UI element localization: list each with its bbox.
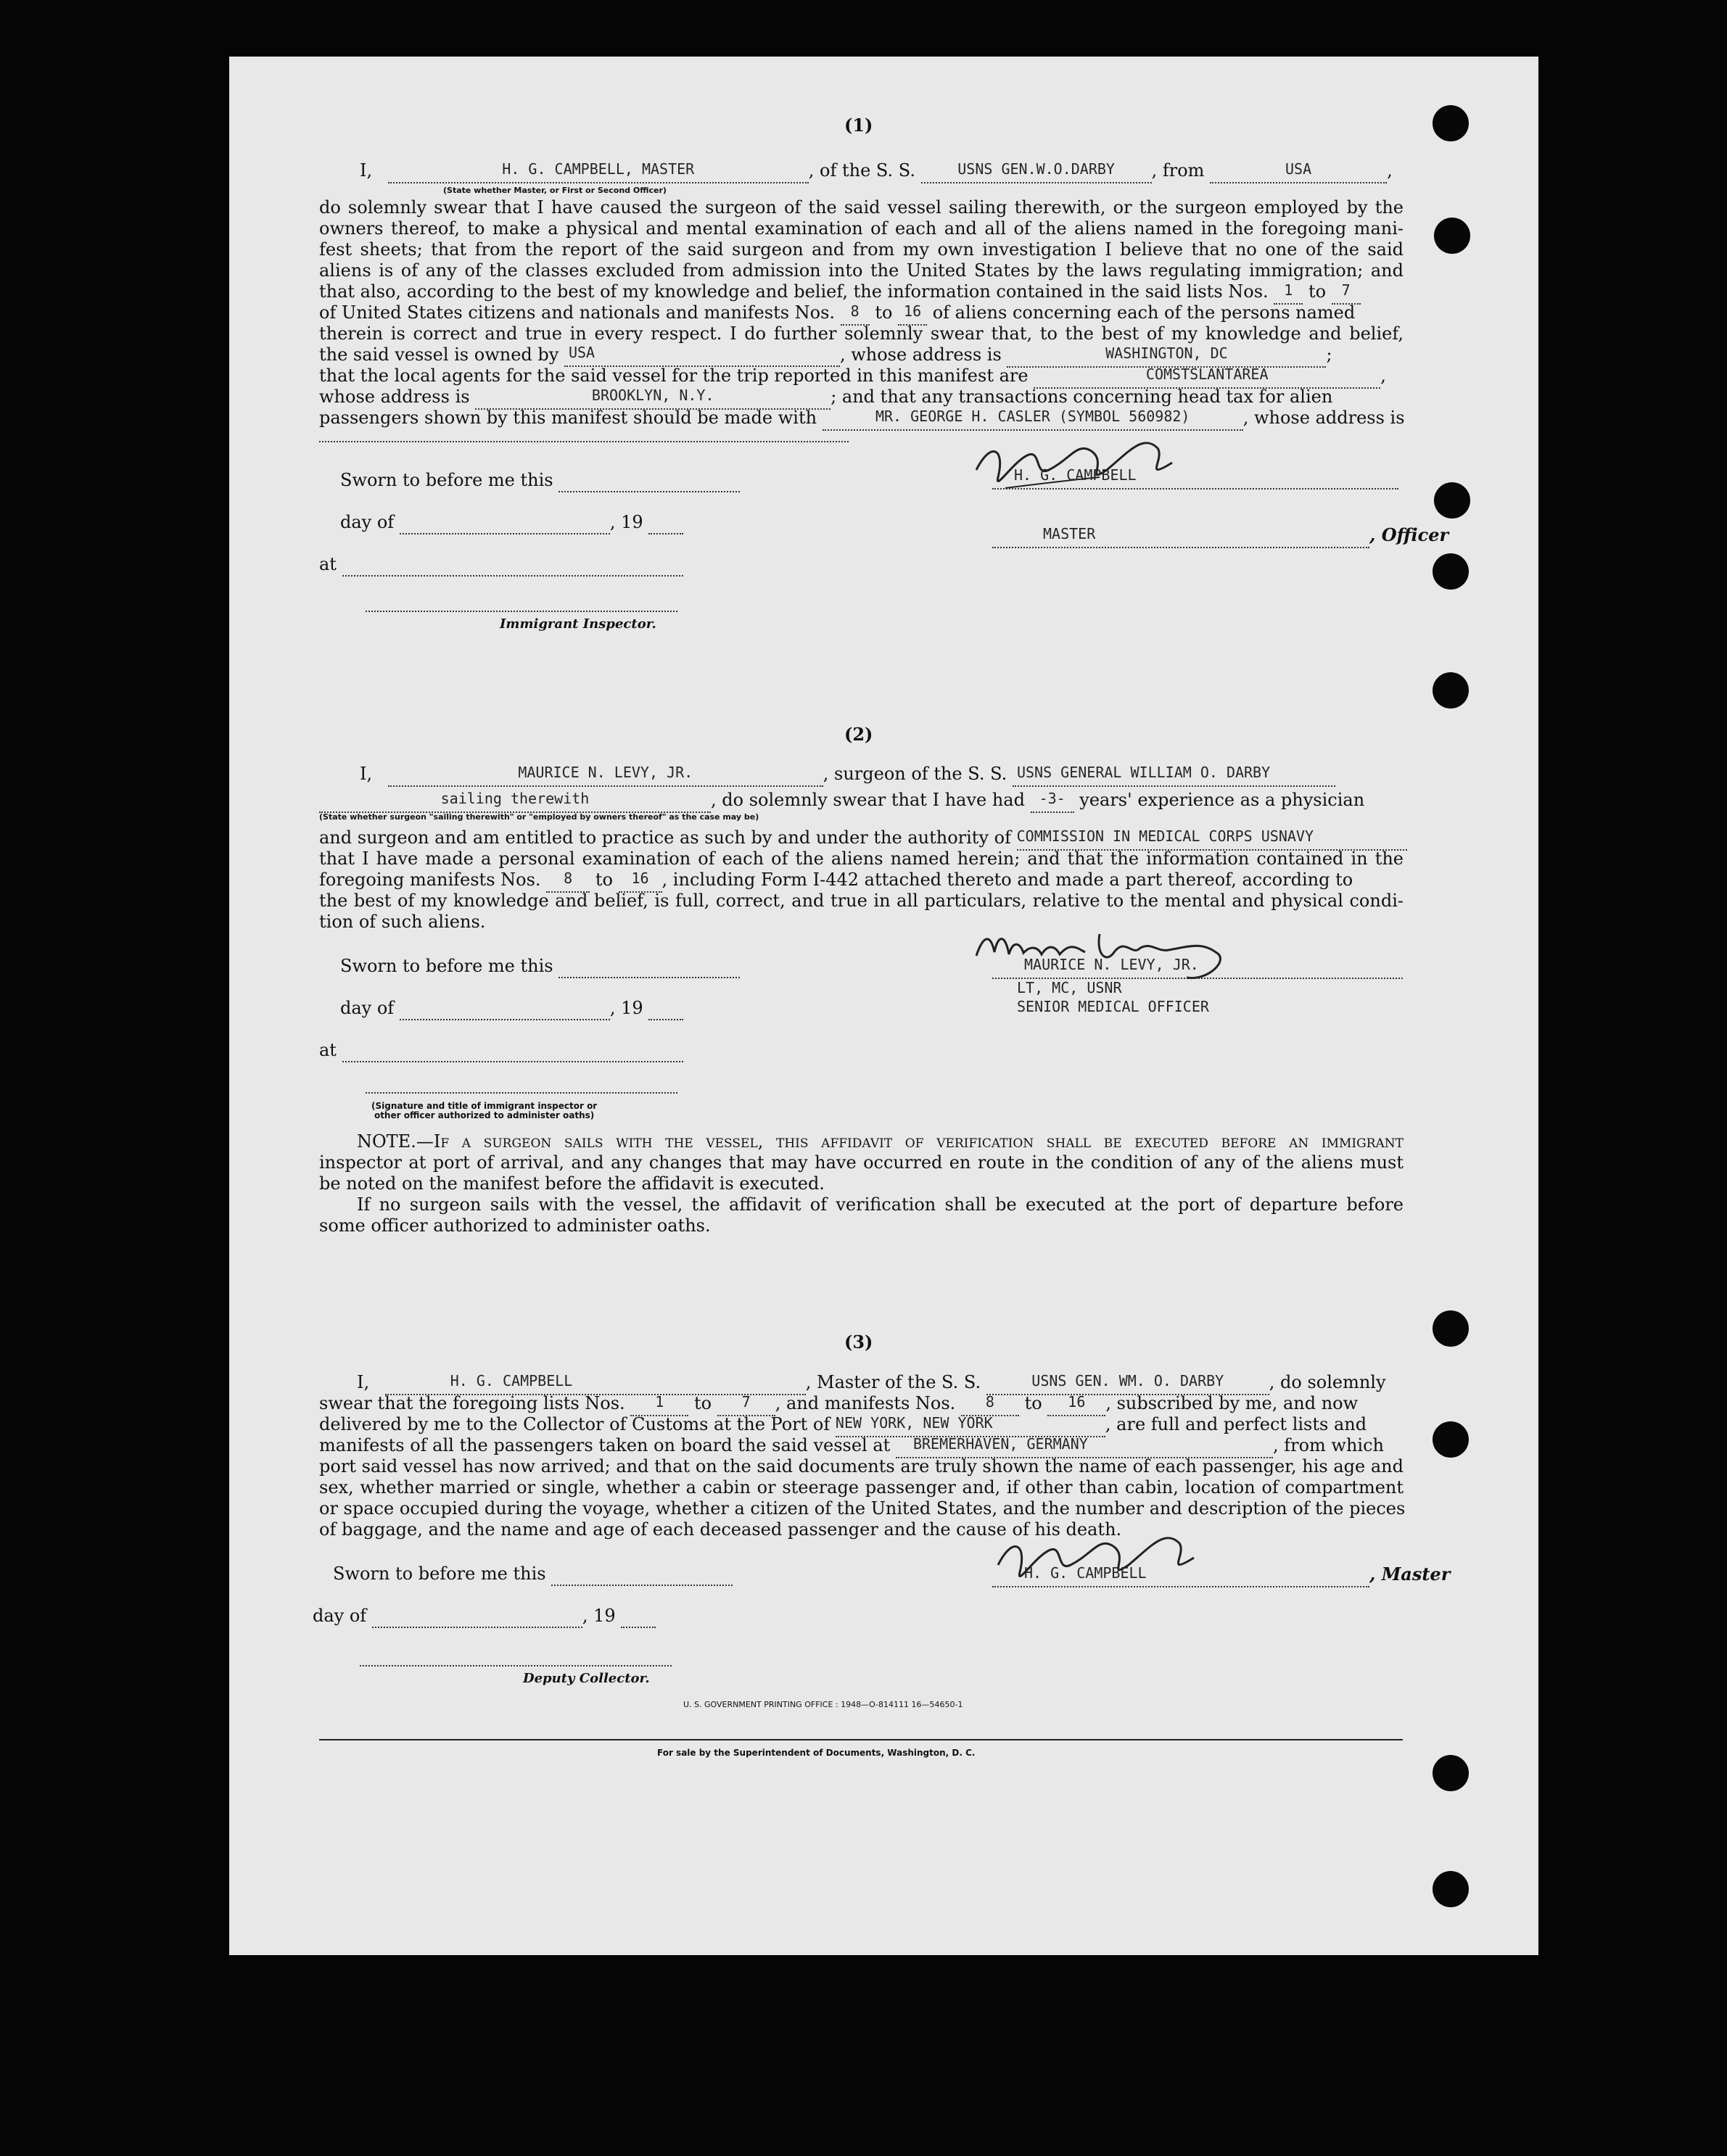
embark-line: manifests of all the passengers taken on board the said vessel at BREMERHAVEN, GERMANY , from which — [319, 1435, 1384, 1458]
surgeon-status-field: sailing therewith — [319, 790, 711, 813]
note-line: some officer authorized to administer oaths. — [319, 1215, 711, 1236]
owner-address-field: WASHINGTON, DC — [1007, 344, 1326, 368]
owner-field: USA — [564, 344, 840, 367]
collector-manifests-from: 8 — [961, 1393, 1019, 1416]
day-of-line-1: day of , 19 — [340, 512, 683, 534]
for-sale-line: For sale by the Superintendent of Documents, Washington, D. C. — [657, 1748, 976, 1758]
port-field: NEW YORK, NEW YORK — [836, 1414, 1105, 1437]
collector-text-line: of baggage, and the name and age of each deceased passenger and the cause of his death. — [319, 1519, 1122, 1540]
vessel-field: USNS GEN.W.O.DARBY — [921, 160, 1152, 183]
master-signature-line-1 — [992, 466, 1398, 490]
port-line: delivered by me to the Collector of Customs at the Port of NEW YORK, NEW YORK , are full and perfect lists and — [319, 1414, 1367, 1437]
sworn-line-2: Sworn to before me this — [340, 956, 740, 978]
agents-line: that the local agents for the said vessel for the trip reported in this manifest are COMSTSLANTAREA , — [319, 365, 1386, 389]
section-2-number: (2) — [844, 724, 873, 745]
collector-master-name: H. G. CAMPBELL — [385, 1372, 806, 1395]
binder-hole — [1433, 1310, 1469, 1347]
oath-text-line: aliens is of any of the classes excluded from admission into the United States by the laws regulating immigration; and — [319, 260, 1404, 281]
master-caption: (State whether Master, or First or Second Officer) — [443, 186, 667, 195]
surgeon-text-line: the best of my knowledge and belief, is full, correct, and true in all particulars, relative to the mental and physical condi- — [319, 891, 1404, 911]
at-line-1: at — [319, 554, 683, 577]
head-tax-contact-field: MR. GEORGE H. CASLER (SYMBOL 560982) — [823, 408, 1243, 431]
section-3-number: (3) — [844, 1331, 873, 1352]
collector-lists-from: 1 — [630, 1393, 688, 1416]
collector-text-line: sex, whether married or single, whether a cabin or steerage passenger and, if other than cabin, location of compartment — [319, 1477, 1404, 1498]
inspector-signature-line — [366, 611, 677, 612]
authority-line: and surgeon and am entitled to practice as such by and under the authority of COMMISSION IN MEDICAL CORPS USNAVY — [319, 827, 1407, 851]
collector-oath-line: I, H. G. CAMPBELL , Master of the S. S. USNS GEN. WM. O. DARBY , do solemnly — [357, 1372, 1386, 1395]
note-line: be noted on the manifest before the affidavit is executed. — [319, 1173, 825, 1194]
binder-hole — [1434, 482, 1470, 519]
collector-manifests-to: 16 — [1047, 1393, 1105, 1416]
surgeon-typed-name: MAURICE N. LEVY, JR. — [1024, 956, 1199, 973]
lists-line: that also, according to the best of my knowledge and belief, the information contained in the said lists Nos. 1 to 7 — [319, 281, 1361, 305]
binder-hole — [1433, 1421, 1469, 1458]
section-1-oath-line: I, H. G. CAMPBELL, MASTER , of the S. S. USNS GEN.W.O.DARBY , from USA , — [360, 160, 1393, 183]
day-of-line-3: day of , 19 — [313, 1606, 656, 1628]
deputy-collector-label: Deputy Collector. — [523, 1671, 650, 1686]
manifests-to-field: 16 — [898, 302, 927, 326]
oath-text-line: owners thereof, to make a physical and mental examination of each and all of the aliens named in the foregoing mani- — [319, 218, 1404, 239]
of-ss-label: , of the S. S. — [808, 160, 915, 181]
master-label: , Master — [1369, 1564, 1451, 1585]
note-line: If no surgeon sails with the vessel, the affidavit of verification shall be executed at the port of departure before — [357, 1194, 1404, 1215]
immigrant-inspector-label: Immigrant Inspector. — [500, 616, 656, 632]
surgeon-role: SENIOR MEDICAL OFFICER — [1017, 998, 1209, 1015]
address-blank-line — [319, 441, 849, 442]
manifests-from-field: 8 — [841, 302, 870, 326]
surgeon-name-field: MAURICE N. LEVY, JR. — [388, 764, 823, 787]
from-label: , from — [1151, 160, 1205, 181]
binder-hole — [1433, 1871, 1469, 1907]
oath-text-line: do solemnly swear that I have caused the surgeon of the said vessel sailing therewith, or the surgeon employed by the — [319, 197, 1404, 218]
inspector-caption: (Signature and title of immigrant inspector or other officer authorized to administer oaths) — [371, 1101, 598, 1120]
agents-address-field: BROOKLYN, N.Y. — [475, 387, 830, 410]
inspector-signature-line-2 — [366, 1092, 677, 1094]
manifest-verification-page — [229, 57, 1538, 1955]
sworn-line-1: Sworn to before me this — [340, 470, 740, 492]
sworn-line-3: Sworn to before me this — [333, 1564, 733, 1586]
officer-label: , Officer — [1369, 524, 1449, 545]
section-1-number: (1) — [844, 115, 873, 136]
collector-vessel: USNS GEN. WM. O. DARBY — [986, 1372, 1269, 1395]
master-name-field: H. G. CAMPBELL, MASTER — [388, 160, 809, 183]
owner-line: the said vessel is owned by USA , whose address is WASHINGTON, DC ; — [319, 344, 1332, 368]
oath-text-line: fest sheets; that from the report of the said surgeon and from my own investigation I believe that no one of the said — [319, 239, 1404, 260]
surgeon-text-line: that I have made a personal examination of each of the aliens named herein; and that the information contained in the — [319, 848, 1404, 869]
day-of-line-2: day of , 19 — [340, 998, 683, 1020]
surgeon-vessel-field: USNS GENERAL WILLIAM O. DARBY — [1013, 764, 1335, 787]
printing-office-line: U. S. GOVERNMENT PRINTING OFFICE : 1948—O-814111 16—54650-1 — [683, 1700, 963, 1709]
master-typed-name-3: H. G. CAMPBELL — [1024, 1564, 1147, 1582]
surgeon-status-caption: (State whether surgeon "sailing therewith" or "employed by owners thereof" as the case may be) — [319, 812, 759, 822]
binder-hole — [1433, 105, 1469, 141]
years-field: -3- — [1031, 790, 1074, 813]
master-title: MASTER — [1043, 525, 1096, 542]
collector-signature-line — [360, 1665, 672, 1666]
surgeon-manifests-from: 8 — [546, 870, 590, 893]
surgeon-rank: LT, MC, USNR — [1017, 979, 1122, 996]
collector-text-line: or space occupied during the voyage, whether a citizen of the United States, and the number and description of the pieces — [319, 1498, 1406, 1519]
collector-text-line: port said vessel has now arrived; and that on the said documents are truly shown the name of each passenger, his age and — [319, 1456, 1404, 1476]
note-line: inspector at port of arrival, and any changes that may have occurred en route in the condition of any of the aliens must — [319, 1152, 1404, 1173]
lists-to-field: 7 — [1332, 281, 1361, 305]
surgeon-text-line: tion of such aliens. — [319, 912, 486, 932]
head-tax-line: passengers shown by this manifest should be made with MR. GEORGE H. CASLER (SYMBOL 560982) , whose address is — [319, 408, 1405, 431]
authority-field: COMMISSION IN MEDICAL CORPS USNAVY — [1017, 827, 1407, 851]
footer-rule — [319, 1739, 1403, 1740]
oath-text-line: therein is correct and true in every respect. I do further solemnly swear that, to the best of my knowledge and belief, — [319, 323, 1404, 344]
surgeon-manifests-line: foregoing manifests Nos. 8 to 16 , including Form I-442 attached thereto and made a part thereof, according to — [319, 870, 1353, 893]
note-line: NOTE.—If a surgeon sails with the vessel, this affidavit of verification shall be executed before an immigrant — [357, 1131, 1404, 1152]
manifests-line: of United States citizens and nationals and manifests Nos. 8 to 16 of aliens concerning each of the persons named — [319, 302, 1355, 326]
surgeon-status-line: sailing therewith , do solemnly swear that I have had -3- years' experience as a physician — [319, 790, 1364, 813]
agents-address-line: whose address is BROOKLYN, N.Y. ; and that any transactions concerning head tax for alien — [319, 387, 1332, 410]
officer-line — [992, 524, 1448, 548]
collector-lists-line: swear that the foregoing lists Nos. 1 to 7 , and manifests Nos. 8 to 16 , subscribed by me, and now — [319, 1393, 1358, 1416]
lists-from-field: 1 — [1274, 281, 1303, 305]
collector-lists-to: 7 — [717, 1393, 775, 1416]
master-signature-line-3 — [992, 1564, 1450, 1587]
binder-hole — [1433, 672, 1469, 709]
embark-port-field: BREMERHAVEN, GERMANY — [896, 1435, 1273, 1458]
at-line-2: at — [319, 1040, 683, 1062]
surgeon-manifests-to: 16 — [619, 870, 662, 893]
agents-field: COMSTSLANTAREA — [1034, 365, 1380, 389]
binder-hole — [1433, 553, 1469, 590]
binder-hole — [1433, 1755, 1469, 1791]
master-typed-name-1: H. G. CAMPBELL — [1014, 466, 1137, 484]
i-label: I, — [360, 160, 373, 181]
surgeon-oath-line: I, MAURICE N. LEVY, JR. , surgeon of the S. S. USNS GENERAL WILLIAM O. DARBY — [360, 764, 1335, 787]
surgeon-signature-line — [992, 956, 1403, 979]
master-signature-1 — [962, 419, 1194, 506]
from-field: USA — [1210, 160, 1387, 183]
binder-hole — [1434, 218, 1470, 254]
